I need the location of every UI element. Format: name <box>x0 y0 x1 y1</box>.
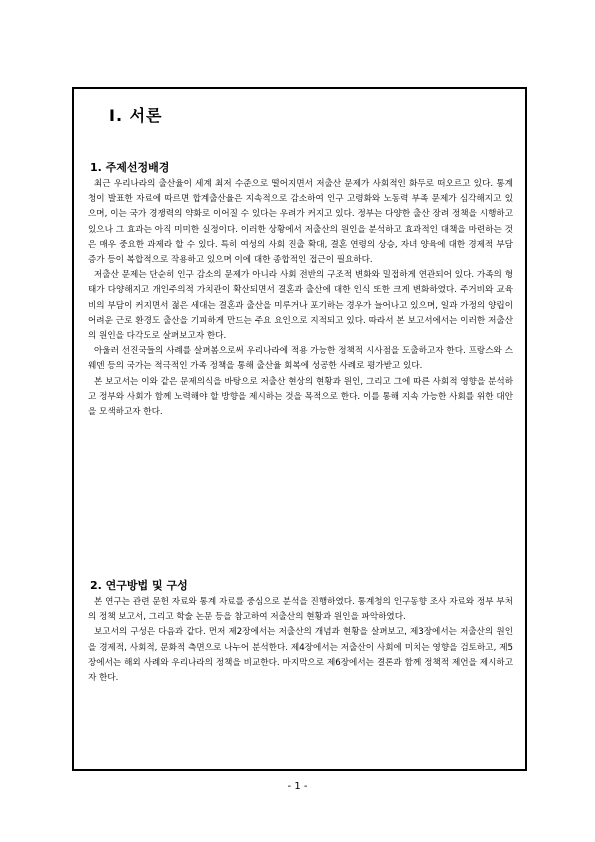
paragraph: 아울러 선진국들의 사례를 살펴봄으로써 우리나라에 적용 가능한 정책적 시사점을 도출하고자 한다. 프랑스와 스웨덴 등의 국가는 적극적인 가족 정책을 통해 출산율 회복에 성공한 사례로 평가받고 있다. <box>88 346 513 372</box>
page-number: - 1 - <box>287 781 308 792</box>
paragraph: 본 보고서는 이와 같은 문제의식을 바탕으로 저출산 현상의 현황과 원인, 그리고 그에 따른 사회적 영향을 분석하고 정부와 사회가 함께 노력해야 할 방향을 제시하는 것을 목적으로 한다. 이를 통해 지속 가능한 사회를 위한 대안을 모색하고자 한다. <box>88 376 513 418</box>
paragraph: 최근 우리나라의 출산율이 세계 최저 수준으로 떨어지면서 저출산 문제가 사회적인 화두로 떠오르고 있다. 통계청이 발표한 자료에 따르면 합계출산율은 지속적으로 감소하여 인구 고령화와 노동력 부족 문제가 심각해지고 있으며, 이는 국가 경쟁력의 약화로 이어질 수 있다는 우려가 커지고 있다. 정부는 다양한 출산 장려 정책을 시행하고 있으나 그 효과는 아직 미미한 실정이다. 이러한 상황에서 저출산의 원인을 분석하고 효과적인 대책을 마련하는 것은 매우 중요한 과제라 할 수 있다. 특히 여성의 사회 진출 확대, 결혼 연령의 상승, 자녀 양육에 대한 경제적 부담 증가 등이 복합적으로 작용하고 있으며 이에 대한 종합적인 접근이 필요하다. <box>88 179 513 266</box>
page-frame <box>72 87 527 771</box>
section-title-1: 1. 주제선정배경 <box>90 161 170 174</box>
section-body-2 <box>88 595 513 686</box>
section-title-2: 2. 연구방법 및 구성 <box>90 579 188 592</box>
paragraph: 저출산 문제는 단순히 인구 감소의 문제가 아니라 사회 전반의 구조적 변화와 밀접하게 연관되어 있다. 가족의 형태가 다양해지고 개인주의적 가치관이 확산되면서 결혼과 출산에 대한 인식 또한 크게 변화하였다. 주거비와 교육비의 부담이 커지면서 젊은 세대는 결혼과 출산을 미루거나 포기하는 경우가 늘어나고 있으며, 일과 가정의 양립이 어려운 근로 환경도 출산을 기피하게 만드는 주요 요인으로 지적되고 있다. 따라서 본 보고서에서는 이러한 저출산의 원인을 다각도로 살펴보고자 한다. <box>88 270 513 342</box>
section-body-1 <box>88 177 513 420</box>
paragraph: 본 연구는 관련 문헌 자료와 통계 자료를 중심으로 분석을 진행하였다. 통계청의 인구동향 조사 자료와 정부 부처의 정책 보고서, 그리고 학술 논문 등을 참고하여 저출산의 현황과 원인을 파악하였다. <box>88 597 513 623</box>
chapter-title: Ⅰ. 서론 <box>109 106 163 125</box>
paragraph: 보고서의 구성은 다음과 같다. 먼저 제2장에서는 저출산의 개념과 현황을 살펴보고, 제3장에서는 저출산의 원인을 경제적, 사회적, 문화적 측면으로 나누어 분석한다. 제4장에서는 저출산이 사회에 미치는 영향을 검토하고, 제5장에서는 해외 사례와 우리나라의 정책을 비교한다. 마지막으로 제6장에서는 결론과 함께 정책적 제언을 제시하고자 한다. <box>88 627 513 684</box>
